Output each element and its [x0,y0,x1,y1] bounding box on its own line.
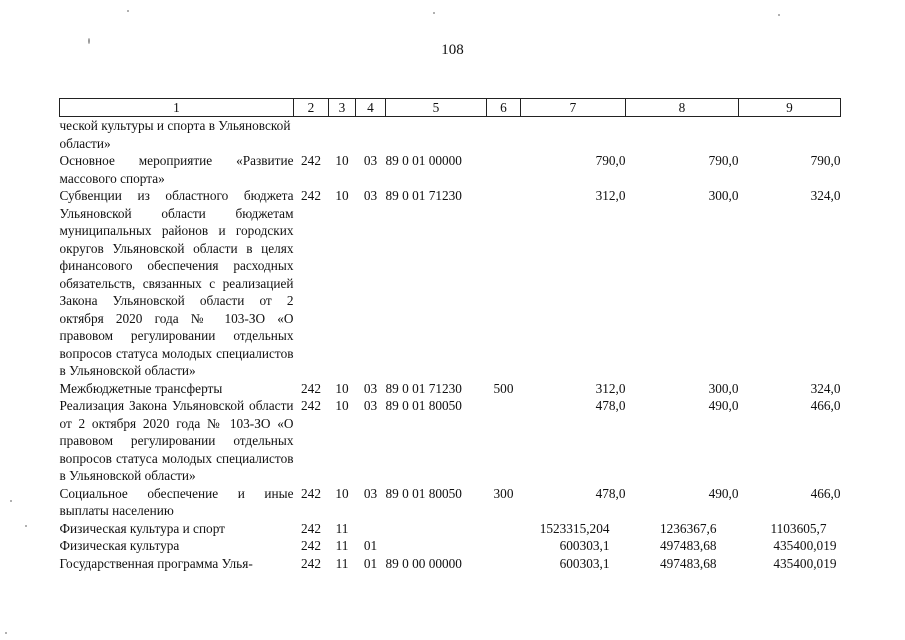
col-header-7: 7 [521,99,626,117]
row-ministry-code: 242 [301,538,321,553]
row-expense-type [487,117,521,153]
row-name: Государственная программа Улья- [59,555,253,571]
row-subsection-code: 01 [363,555,378,571]
page-number: 108 [441,42,464,58]
row-value-col9: 324,0 [810,380,841,396]
row-section-code: 10 [335,188,349,203]
row-subsection-code: 03 [363,398,378,413]
table-row [60,537,841,555]
row-value-col7: 312,0 [595,188,626,203]
row-section-code: 11 [335,520,349,536]
row-ministry-code: 242 [301,398,321,413]
col-header-5: 5 [386,99,487,117]
row-expense-type [487,555,521,573]
row-target-code: 89 0 00 00000 [385,555,462,571]
row-target-code [386,117,487,153]
row-name: Межбюджетные трансферты [59,380,223,396]
row-value-col9: 466,0 [810,398,841,413]
row-ministry-code: 242 [301,555,321,571]
row-subsection-code: 03 [363,188,378,203]
row-name: Основное мероприятие «Развитие массового спорта» [59,153,294,186]
row-target-code: 89 0 01 71230 [385,188,462,203]
col-header-1: 1 [60,99,294,117]
col-header-6: 6 [487,99,521,117]
table-row [60,380,841,398]
row-name: ческой культуры и спорта в Ульяновской области» [59,118,291,151]
row-value-col7: 312,0 [595,380,626,396]
row-name: Социальное обеспечение и иные выплаты населению [59,485,294,518]
scan-speck [778,14,780,16]
row-target-code: 89 0 01 80050 [385,485,462,501]
row-value-col8: 497483,68 [659,538,717,553]
row-name: Субвенции из областного бюджета Ульяновской области бюджетам муниципальных районов и городских округов Ульяновской области в целях финансового обеспечения расходных обязательств, связанных с реализацией Закона Ульяновской области от 2 октября 2020 года № 103-ЗО «О правовом регулировании отдельных вопросов статуса молодых специалистов в Ульяновской области» [59,188,294,378]
row-subsection-code: 03 [363,380,378,396]
table-row [60,397,841,485]
row-value-col7: 478,0 [595,398,626,413]
row-target-code [386,537,487,555]
row-target-code: 89 0 01 71230 [385,380,462,396]
table-row [60,520,841,538]
row-section-code: 10 [335,485,349,501]
row-section-code: 10 [335,380,349,396]
col-header-2: 2 [294,99,329,117]
row-value-col8: 490,0 [708,485,739,501]
scan-speck [88,38,90,44]
table-row [60,485,841,520]
scan-speck [10,500,12,502]
row-expense-type [487,187,521,380]
row-expense-type [487,520,521,538]
row-value-col9: 435400,019 [773,555,837,571]
budget-table [59,98,841,572]
row-target-code: 89 0 01 00000 [385,153,462,168]
row-value-col9: 324,0 [810,188,841,203]
row-section-code [329,117,356,153]
row-target-code [386,520,487,538]
row-value-col8: 790,0 [708,153,739,168]
header-row [60,99,841,117]
row-expense-type [487,397,521,485]
row-subsection-code: 03 [363,485,378,501]
scan-speck [433,12,435,14]
row-value-col7 [521,117,626,153]
row-ministry-code: 242 [301,153,321,168]
table-row [60,187,841,380]
scan-speck [5,632,7,634]
row-value-col7: 600303,1 [559,555,610,571]
col-header-3: 3 [329,99,356,117]
row-name: Физическая культура [59,538,180,553]
row-subsection-code: 03 [363,153,378,168]
table-row [60,152,841,187]
row-subsection-code [356,117,386,153]
row-expense-type: 500 [493,380,514,396]
row-value-col8: 490,0 [708,398,739,413]
col-header-8: 8 [626,99,739,117]
row-ministry-code: 242 [301,188,321,203]
row-ministry-code [294,117,329,153]
row-section-code: 10 [335,153,349,168]
row-value-col7: 1523315,204 [539,520,610,536]
row-value-col9: 466,0 [810,485,841,501]
row-value-col8: 300,0 [708,188,739,203]
row-name: Физическая культура и спорт [59,520,225,536]
row-ministry-code: 242 [301,485,321,501]
row-expense-type: 300 [493,485,514,501]
row-value-col7: 790,0 [595,153,626,168]
row-target-code: 89 0 01 80050 [385,398,462,413]
row-ministry-code: 242 [301,380,321,396]
scan-speck [127,10,129,12]
row-value-col7: 600303,1 [559,538,610,553]
row-ministry-code: 242 [301,520,321,536]
row-value-col9: 1103605,7 [770,520,827,536]
scan-speck [25,525,27,527]
row-value-col9: 790,0 [810,153,841,168]
row-value-col8: 1236367,6 [659,520,717,536]
row-subsection-code [356,520,386,538]
row-expense-type [487,152,521,187]
row-value-col8: 497483,68 [659,555,717,571]
row-section-code: 11 [335,538,349,553]
row-expense-type [487,537,521,555]
col-header-4: 4 [356,99,386,117]
row-subsection-code: 01 [363,538,378,553]
row-section-code: 10 [335,398,349,413]
row-value-col9: 435400,019 [773,538,837,553]
row-value-col9 [739,117,841,153]
col-header-9: 9 [739,99,841,117]
table-row [60,117,841,153]
budget-table-container [59,98,840,572]
row-section-code: 11 [335,555,349,571]
row-value-col8 [626,117,739,153]
table-row [60,555,841,573]
row-value-col8: 300,0 [708,380,739,396]
row-name: Реализация Закона Ульяновской области от 2 октября 2020 года № 103-ЗО «О правовом регулировании отдельных вопросов статуса молодых специалистов в Ульяновской области» [59,398,294,483]
row-value-col7: 478,0 [595,485,626,501]
